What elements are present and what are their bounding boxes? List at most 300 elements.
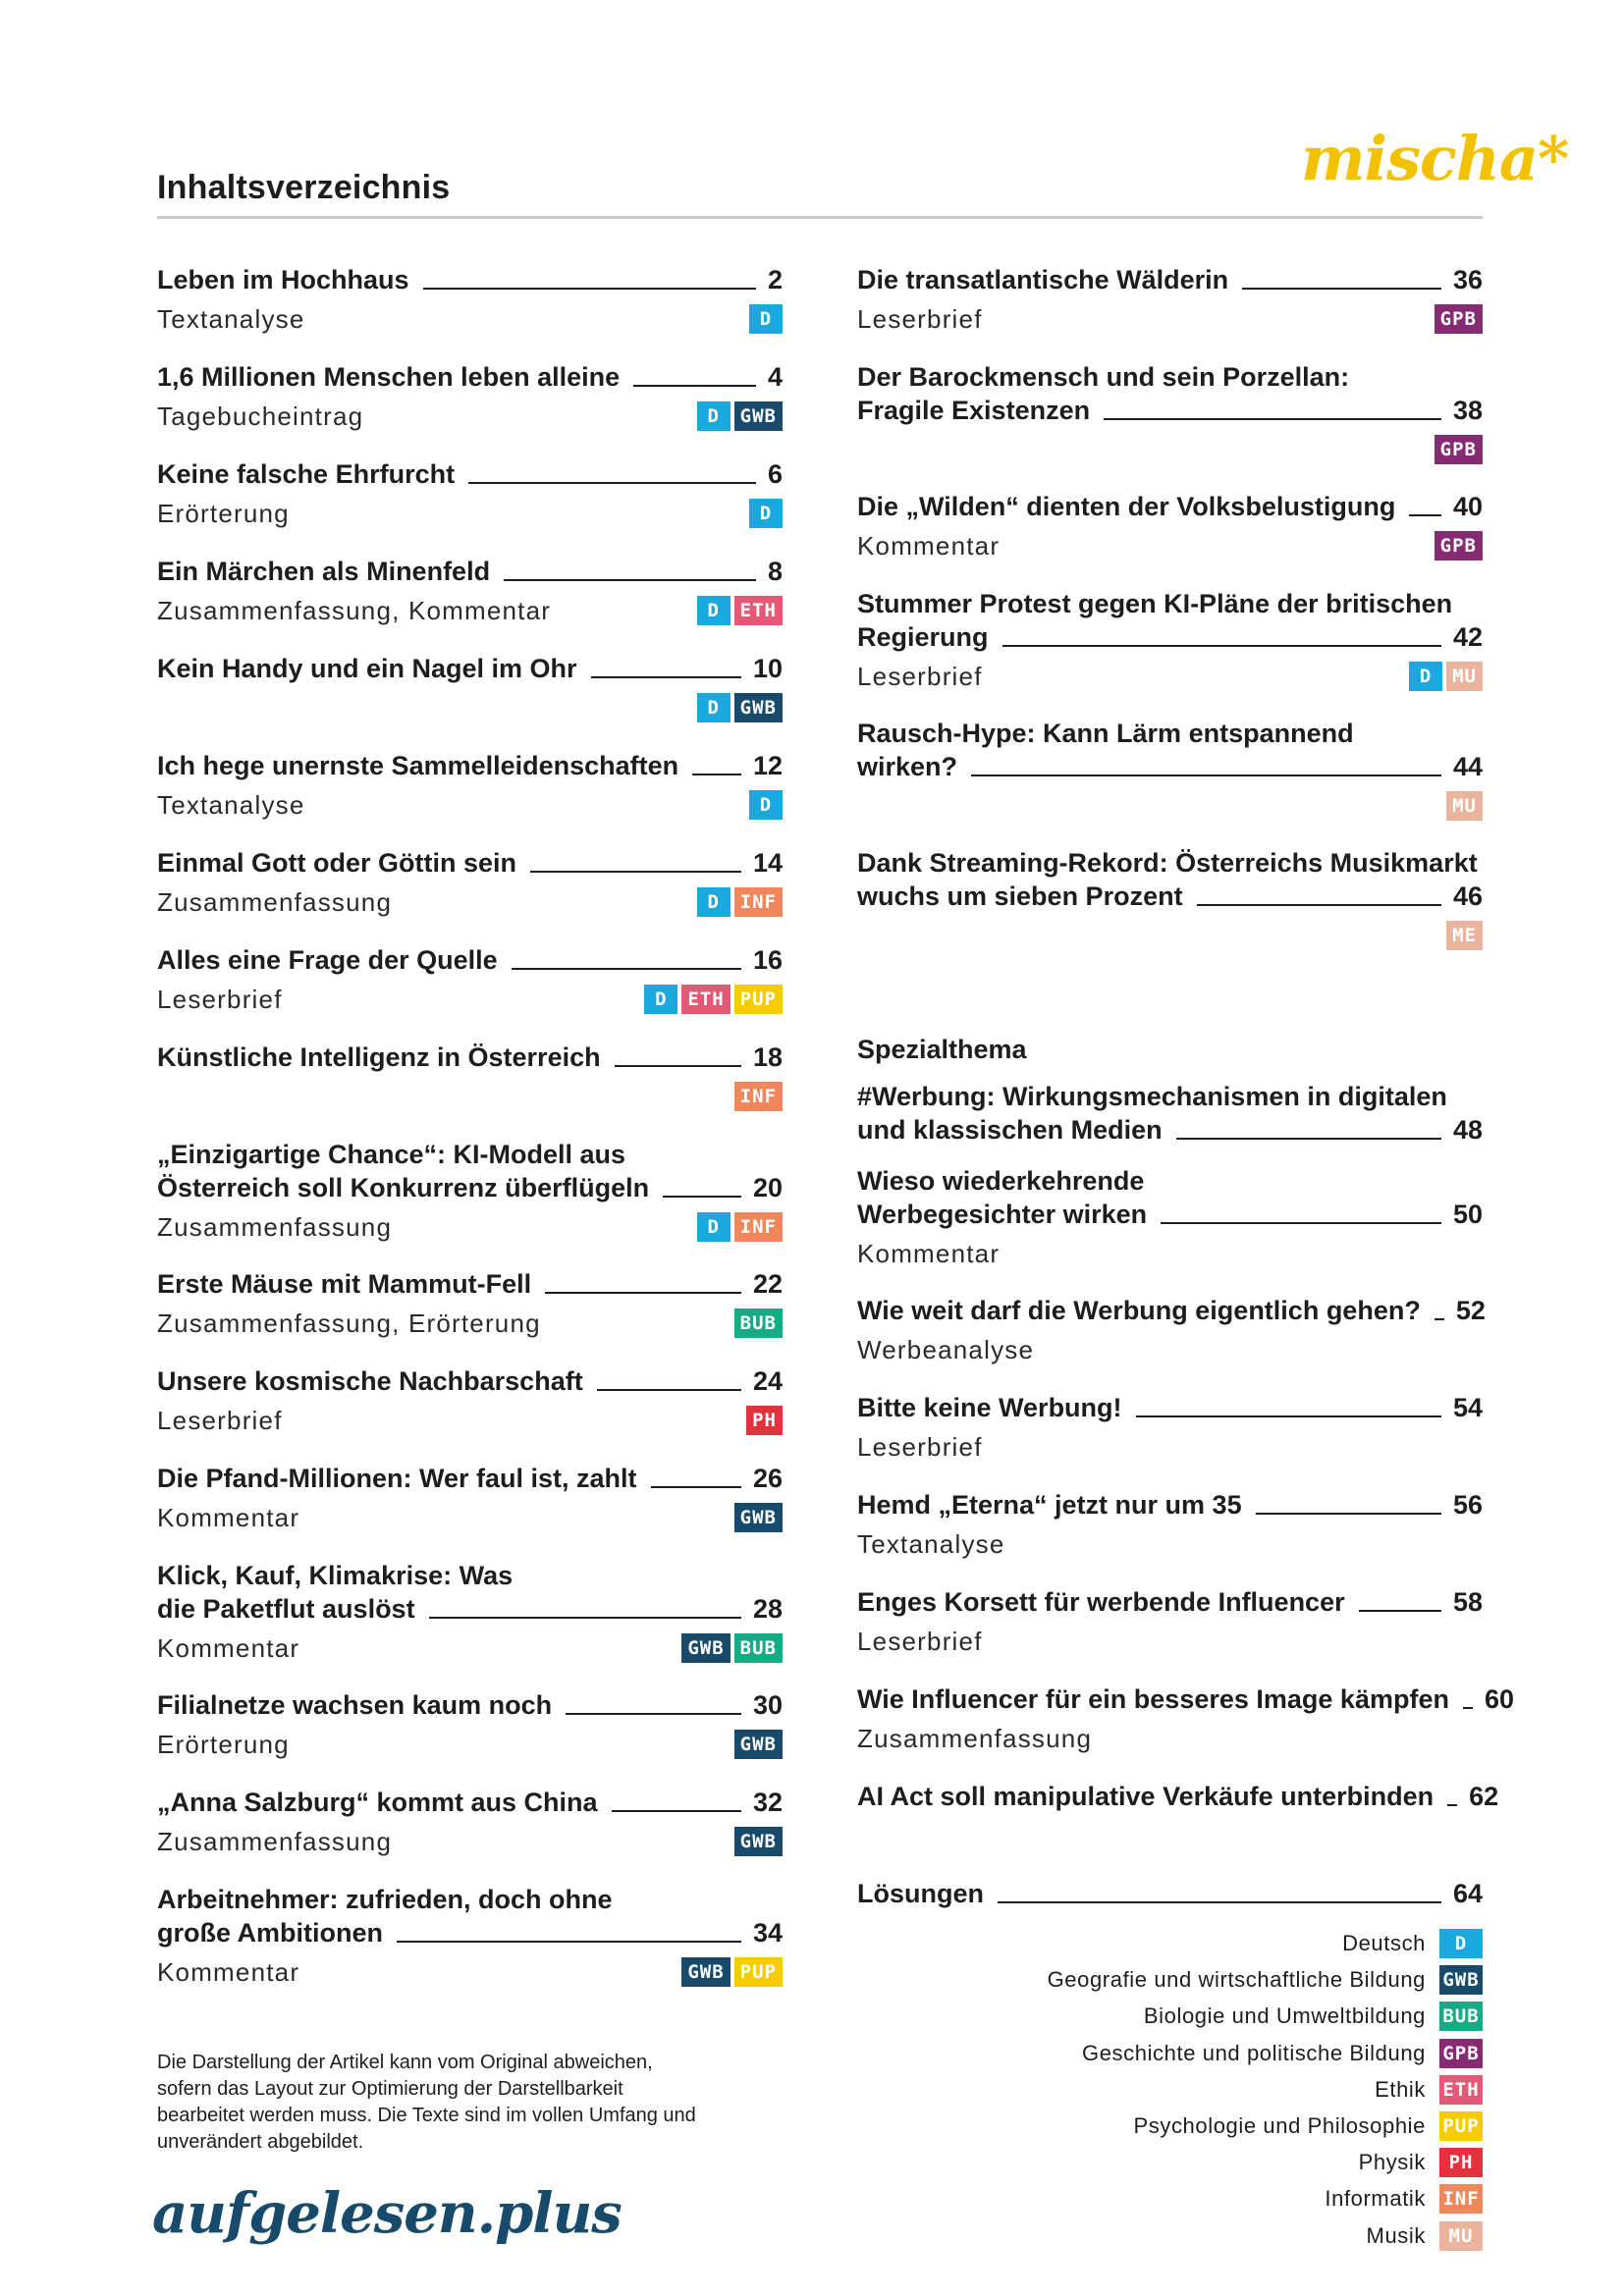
toc-entry-title: wirken? [857, 752, 958, 781]
subject-badge-inf: INF [734, 1212, 783, 1242]
toc-entry-title-line [857, 1080, 1483, 1113]
subject-badge-pup: PUP [1439, 2111, 1483, 2141]
page-number: 62 [1469, 1782, 1499, 1811]
toc-entry-title-line [857, 1877, 1483, 1910]
subject-badges [734, 1827, 783, 1856]
toc-entry-title-line [157, 457, 783, 491]
subject-badges [746, 1406, 783, 1435]
page-number: 2 [767, 265, 783, 294]
leader-line [1176, 1138, 1441, 1140]
toc-entry-title-line [857, 620, 1483, 654]
toc-entry-meta [157, 1305, 783, 1344]
legend-item [1325, 2184, 1483, 2214]
page-number: 6 [767, 459, 783, 489]
toc-entry-title-line [157, 1786, 783, 1819]
page-number: 38 [1452, 396, 1483, 425]
toc-entry[interactable] [157, 943, 783, 1020]
toc-entry[interactable] [157, 1041, 783, 1117]
toc-entry-title-line [857, 1780, 1499, 1813]
leader-line [530, 871, 741, 873]
toc-entry-meta [157, 1823, 783, 1862]
legend-label: Physik [1358, 2150, 1426, 2175]
toc-entry-title: Leben im Hochhaus [157, 265, 409, 294]
toc-entry-title: Künstliche Intelligenz in Österreich [157, 1042, 601, 1072]
subject-badge-mu: MU [1446, 791, 1483, 821]
toc-entry[interactable] [157, 749, 783, 826]
toc-entry-meta [857, 658, 1483, 697]
toc-entry[interactable] [157, 1883, 783, 1993]
leader-line [597, 1389, 741, 1391]
toc-entry-meta [857, 1235, 1483, 1274]
legend-label: Biologie und Umweltbildung [1143, 2003, 1426, 2029]
toc-entry-meta [857, 431, 1483, 470]
page-number: 32 [752, 1788, 783, 1817]
subject-badge-d: D [1409, 662, 1442, 691]
disclaimer-text: Die Darstellung der Artikel kann vom Original abweichen, sofern das Layout zur Optimierung der Darstellbarkeit bearbeitet werden muss. Die Texte sind im vollen Umfang und unverändert abgebildet. [157, 2052, 696, 2153]
text-type-label: Erörterung [157, 499, 290, 528]
toc-entry[interactable] [157, 263, 783, 340]
subject-badges [697, 693, 783, 722]
leader-line [504, 579, 756, 581]
toc-entry[interactable] [857, 1682, 1515, 1759]
subject-badge-gwb: GWB [1439, 1965, 1483, 1995]
subject-badges [749, 304, 783, 334]
text-type-label: Zusammenfassung [857, 1724, 1093, 1753]
toc-entry-title-line [857, 1294, 1486, 1327]
legend-label: Geografie und wirtschaftliche Bildung [1047, 1967, 1426, 1993]
toc-entry[interactable] [157, 1364, 783, 1441]
toc-entry-title: #Werbung: Wirkungsmechanismen in digitalen [857, 1082, 1447, 1111]
leader-line [566, 1713, 741, 1715]
leader-line [423, 288, 756, 290]
toc-entry-meta [157, 1499, 783, 1538]
subject-badges [697, 401, 783, 431]
toc-entry[interactable] [157, 457, 783, 534]
leader-line [1161, 1222, 1441, 1224]
subject-badge-gwb: GWB [734, 1503, 783, 1532]
toc-entry-title: Keine falsche Ehrfurcht [157, 459, 456, 489]
text-type-label: Leserbrief [857, 1627, 983, 1656]
toc-entry-title-line [857, 1164, 1483, 1198]
subject-badge-mu: MU [1439, 2221, 1483, 2251]
toc-entry[interactable] [857, 587, 1483, 697]
toc-entry-title-line [157, 1138, 783, 1171]
text-type-label: Kommentar [157, 1633, 300, 1663]
toc-entry[interactable] [157, 1786, 783, 1862]
footer-logo: aufgelesen.plus [152, 2181, 622, 2246]
toc-entry-title: Kein Handy und ein Nagel im Ohr [157, 654, 577, 683]
toc-entry[interactable] [157, 555, 783, 631]
toc-entry-title: Wieso wiederkehrende [857, 1166, 1145, 1196]
legend-label: Ethik [1375, 2076, 1426, 2102]
toc-entry-title: Enges Korsett für werbende Influencer [857, 1587, 1345, 1617]
page-title: Inhaltsverzeichnis [157, 169, 451, 206]
subject-badges [1435, 435, 1483, 464]
subject-badge-d: D [644, 985, 677, 1014]
toc-entry-title: wuchs um sieben Prozent [857, 881, 1183, 911]
subject-badge-gwb: GWB [734, 693, 783, 722]
text-type-label: Leserbrief [157, 1406, 283, 1435]
page-number: 8 [767, 557, 783, 586]
subject-badge-inf: INF [734, 1082, 783, 1111]
leader-line [545, 1292, 741, 1294]
legend-label: Geschichte und politische Bildung [1081, 2040, 1426, 2065]
toc-entry-title-line [857, 1198, 1483, 1231]
toc-entry[interactable] [157, 1267, 783, 1344]
text-type-label: Werbeanalyse [857, 1335, 1035, 1364]
toc-entry-title-line [157, 360, 783, 394]
subject-badge-gpb: GPB [1435, 304, 1483, 334]
text-type-label: Zusammenfassung, Erörterung [157, 1308, 541, 1338]
toc-entry-title-line [857, 1113, 1483, 1147]
leader-line [1435, 1318, 1444, 1320]
page-number: 16 [752, 945, 783, 975]
subject-badges [644, 985, 783, 1014]
toc-entry-title: Klick, Kauf, Klimakrise: Was [157, 1561, 514, 1590]
toc-entry[interactable] [857, 1488, 1483, 1565]
page-number: 46 [1452, 881, 1483, 911]
page-number: 36 [1452, 265, 1483, 294]
legend-item [1082, 2039, 1483, 2068]
toc-entry-title: Dank Streaming-Rekord: Österreichs Musikmarkt [857, 848, 1478, 878]
text-type-label: Kommentar [157, 1503, 300, 1532]
legend-item [1133, 2111, 1483, 2141]
toc-entry-title: AI Act soll manipulative Verkäufe unterbinden [857, 1782, 1435, 1811]
text-type-label: Leserbrief [857, 1432, 983, 1462]
page-number: 60 [1484, 1684, 1515, 1714]
toc-entry-meta [157, 786, 783, 826]
page-number: 44 [1452, 752, 1483, 781]
toc-entry-title-line [157, 555, 783, 588]
subject-badge-gpb: GPB [1435, 531, 1483, 561]
page-number: 50 [1452, 1200, 1483, 1229]
subject-badge-bub: BUB [1439, 2002, 1483, 2031]
toc-entry-meta [857, 1720, 1483, 1759]
toc-entry[interactable] [157, 1138, 783, 1248]
toc-entry-title-line [857, 717, 1483, 750]
legend-label: Psychologie und Philosophie [1133, 2113, 1426, 2138]
toc-entry[interactable] [857, 1585, 1483, 1662]
toc-entry-title: Wie weit darf die Werbung eigentlich gehen? [857, 1296, 1421, 1325]
toc-entry[interactable] [857, 360, 1483, 470]
toc-entry-title-line [157, 1267, 783, 1301]
subject-badge-gwb: GWB [734, 401, 783, 431]
legend-label: Musik [1366, 2222, 1426, 2248]
subject-badges [749, 790, 783, 820]
toc-entry-title: Fragile Existenzen [857, 396, 1091, 425]
subject-badges [697, 1212, 783, 1242]
toc-entry-title-line [157, 943, 783, 977]
page-number: 30 [752, 1690, 783, 1720]
toc-entry-title: „Anna Salzburg“ kommt aus China [157, 1788, 598, 1817]
toc-entry-meta [157, 1078, 783, 1117]
text-type-label: Zusammenfassung [157, 1212, 393, 1242]
page-number: 40 [1452, 492, 1483, 521]
leader-line [1409, 514, 1441, 516]
subject-badge-inf: INF [734, 887, 783, 917]
legend-item [1342, 1929, 1483, 1958]
leader-line [1463, 1707, 1473, 1709]
toc-entry-title: Wie Influencer für ein besseres Image kämpfen [857, 1684, 1449, 1714]
subject-badge-pup: PUP [734, 985, 783, 1014]
page-number: 4 [767, 362, 783, 392]
toc-entry[interactable] [857, 846, 1483, 956]
subject-badges [734, 1308, 783, 1338]
text-type-label: Leserbrief [157, 985, 283, 1014]
subject-badge-d: D [1439, 1929, 1483, 1958]
page-number: 26 [752, 1464, 783, 1493]
toc-entry-title-line [857, 360, 1483, 394]
toc-entry-title: Regierung [857, 622, 989, 652]
leader-line [1242, 288, 1441, 290]
toc-entry-title-line [157, 1559, 783, 1592]
toc-entry[interactable] [857, 717, 1483, 827]
text-type-label: Kommentar [157, 1957, 300, 1987]
subject-badge-gwb: GWB [734, 1730, 783, 1759]
toc-entry[interactable] [857, 490, 1483, 566]
toc-entry-title-line [157, 1171, 783, 1204]
subject-badge-eth: ETH [734, 596, 783, 625]
text-type-label: Zusammenfassung [157, 887, 393, 917]
page-number: 22 [752, 1269, 783, 1299]
subject-badge-d: D [697, 596, 731, 625]
subject-badge-pup: PUP [734, 1957, 783, 1987]
page-number: 64 [1452, 1879, 1483, 1908]
leader-line [1197, 904, 1441, 906]
toc-entry-title-line [157, 846, 783, 880]
toc-entry-meta [857, 917, 1483, 956]
subject-badge-gwb: GWB [734, 1827, 783, 1856]
subject-badges [734, 1503, 783, 1532]
toc-entry-title: Arbeitnehmer: zufrieden, doch ohne [157, 1885, 613, 1914]
toc-entry-title: „Einzigartige Chance“: KI-Modell aus [157, 1140, 626, 1169]
toc-entry-title: Erste Mäuse mit Mammut-Fell [157, 1269, 532, 1299]
toc-entry-meta [157, 1402, 783, 1441]
toc-entry-title: 1,6 Millionen Menschen leben alleine [157, 362, 621, 392]
page-number: 52 [1455, 1296, 1486, 1325]
leader-line [971, 774, 1441, 776]
subject-badge-mu: MU [1446, 662, 1483, 691]
toc-entry-title-line [857, 263, 1483, 296]
toc-entry[interactable] [857, 1164, 1483, 1274]
toc-entry[interactable] [157, 1559, 783, 1669]
legend-item [1144, 2002, 1483, 2031]
toc-entry-meta [157, 495, 783, 534]
text-type-label: Leserbrief [857, 304, 983, 334]
subject-badges [697, 596, 783, 625]
toc-entry-meta [157, 1208, 783, 1248]
toc-entry-title: Österreich soll Konkurrenz überflügeln [157, 1173, 650, 1202]
subject-badge-gpb: GPB [1439, 2039, 1483, 2068]
leader-line [1359, 1610, 1441, 1612]
toc-entry[interactable] [857, 1294, 1486, 1370]
leader-line [1104, 418, 1441, 420]
leader-line [612, 1810, 741, 1812]
toc-entry-meta [157, 883, 783, 923]
page-number: 28 [752, 1594, 783, 1624]
subject-badges [734, 1730, 783, 1759]
toc-entry-title: Die transatlantische Wälderin [857, 265, 1229, 294]
toc-entry-title-line [857, 1682, 1515, 1716]
toc-entry-meta [857, 1525, 1483, 1565]
toc-entry-meta [857, 300, 1483, 340]
subject-badge-gwb: GWB [681, 1957, 730, 1987]
toc-entry-meta [157, 1953, 783, 1993]
subject-badge-d: D [697, 887, 731, 917]
toc-entry-title-line [857, 750, 1483, 783]
text-type-label: Kommentar [857, 531, 1001, 561]
text-type-label: Leserbrief [857, 662, 983, 691]
toc-entry-meta [157, 689, 783, 728]
subject-badges [1446, 791, 1483, 821]
toc-entry-title: Werbegesichter wirken [857, 1200, 1148, 1229]
toc-entry-meta [857, 787, 1483, 827]
toc-entry[interactable] [857, 1877, 1483, 1910]
subject-badge-d: D [697, 401, 731, 431]
leader-line [615, 1065, 741, 1067]
subject-badges [681, 1633, 783, 1663]
title-divider [157, 216, 1483, 219]
leader-line [633, 385, 756, 387]
toc-entry-title-line [157, 1883, 783, 1916]
subject-badges [749, 499, 783, 528]
toc-entry-meta [157, 592, 783, 631]
leader-line [1447, 1804, 1457, 1806]
subject-badge-eth: ETH [1439, 2075, 1483, 2105]
toc-entry[interactable] [857, 1391, 1483, 1468]
page-number: 54 [1452, 1393, 1483, 1422]
toc-entry-title-line [857, 880, 1483, 913]
page-number: 24 [752, 1366, 783, 1396]
toc-entry-meta [857, 1428, 1483, 1468]
page-number: 34 [752, 1918, 783, 1948]
toc-entry-title: Hemd „Eterna“ jetzt nur um 35 [857, 1490, 1242, 1520]
subject-badge-bub: BUB [734, 1308, 783, 1338]
toc-entry-title-line [857, 846, 1483, 880]
toc-entry-title-line [857, 1585, 1483, 1619]
toc-entry-meta [857, 527, 1483, 566]
leader-line [429, 1617, 741, 1619]
legend-item [1375, 2075, 1483, 2105]
leader-line [512, 968, 741, 970]
toc-entry-title: Alles eine Frage der Quelle [157, 945, 498, 975]
toc-entry-title: Einmal Gott oder Göttin sein [157, 848, 517, 878]
page-number: 20 [752, 1173, 783, 1202]
toc-entry-title: Filialnetze wachsen kaum noch [157, 1690, 553, 1720]
toc-entry-title-line [857, 490, 1483, 523]
toc-entry-title-line [157, 652, 783, 685]
toc-entry-title-line [857, 587, 1483, 620]
toc-entry-title: Rausch-Hype: Kann Lärm entspannend [857, 719, 1354, 748]
leader-line [651, 1486, 741, 1488]
text-type-label: Zusammenfassung [157, 1827, 393, 1856]
page-number: 42 [1452, 622, 1483, 652]
subject-badges [1409, 662, 1483, 691]
page-number: 18 [752, 1042, 783, 1072]
leader-line [1256, 1513, 1441, 1515]
subject-badge-eth: ETH [681, 985, 730, 1014]
legend-item [1048, 1965, 1483, 1995]
toc-entry-title-line [857, 1391, 1483, 1424]
toc-entry-title-line [157, 1592, 783, 1626]
subject-badge-inf: INF [1439, 2184, 1483, 2214]
toc-entry-title: Der Barockmensch und sein Porzellan: [857, 362, 1350, 392]
toc-entry-title: Stummer Protest gegen KI-Pläne der britischen [857, 589, 1453, 618]
section-heading-spezialthema: Spezialthema [857, 1035, 1027, 1064]
toc-entry-meta [157, 398, 783, 437]
toc-entry-title-line [157, 1462, 783, 1495]
toc-entry[interactable] [157, 846, 783, 923]
toc-entry[interactable] [157, 652, 783, 728]
page-number: 14 [752, 848, 783, 878]
toc-entry-meta [857, 1623, 1483, 1662]
leader-line [1002, 645, 1441, 647]
leader-line [663, 1196, 741, 1198]
subject-badges [1435, 531, 1483, 561]
toc-entry[interactable] [857, 1780, 1499, 1813]
toc-entry[interactable] [157, 1688, 783, 1765]
text-type-label: Tagebucheintrag [157, 401, 364, 431]
text-type-label: Kommentar [857, 1239, 1001, 1268]
subject-badges [697, 887, 783, 917]
page-number: 58 [1452, 1587, 1483, 1617]
subject-badge-bub: BUB [734, 1633, 783, 1663]
text-type-label: Textanalyse [157, 304, 305, 334]
text-type-label: Textanalyse [157, 790, 305, 820]
toc-entry[interactable] [157, 360, 783, 437]
subject-badge-me: ME [1446, 921, 1483, 950]
leader-line [468, 482, 756, 484]
text-type-label: Zusammenfassung, Kommentar [157, 596, 552, 625]
leader-line [998, 1901, 1441, 1903]
subject-badge-d: D [749, 790, 783, 820]
subject-badges [1435, 304, 1483, 334]
page-number: 12 [752, 751, 783, 780]
toc-entry-title: und klassischen Medien [857, 1115, 1163, 1145]
legend-label: Informatik [1325, 2186, 1426, 2212]
toc-entry-title: Die Pfand-Millionen: Wer faul ist, zahlt [157, 1464, 637, 1493]
toc-entry-title-line [157, 1364, 783, 1398]
subject-badges [1446, 921, 1483, 950]
subject-badges [734, 1082, 783, 1111]
toc-entry-title-line [857, 394, 1483, 427]
toc-entry[interactable] [157, 1462, 783, 1538]
toc-entry-title: Unsere kosmische Nachbarschaft [157, 1366, 583, 1396]
toc-entry-meta [857, 1331, 1483, 1370]
subject-badge-d: D [697, 1212, 731, 1242]
toc-entry-title-line [157, 1041, 783, 1074]
legend-label: Deutsch [1342, 1931, 1426, 1955]
toc-entry-title: Ein Märchen als Minenfeld [157, 557, 491, 586]
subject-badge-ph: PH [746, 1406, 783, 1435]
subject-badge-ph: PH [1439, 2148, 1483, 2177]
toc-entry[interactable] [857, 1080, 1483, 1147]
toc-entry-title-line [157, 263, 783, 296]
text-type-label: Textanalyse [857, 1529, 1005, 1559]
toc-entry-title-line [857, 1488, 1483, 1522]
toc-entry[interactable] [857, 263, 1483, 340]
toc-entry-title: Die „Wilden“ dienten der Volksbelustigung [857, 492, 1396, 521]
leader-line [591, 676, 741, 678]
toc-entry-title: Bitte keine Werbung! [857, 1393, 1122, 1422]
toc-entry-meta [157, 1726, 783, 1765]
toc-entry-meta [157, 300, 783, 340]
toc-entry-title: Lösungen [857, 1879, 984, 1908]
leader-line [692, 774, 741, 775]
toc-entry-title-line [157, 749, 783, 782]
text-type-label: Erörterung [157, 1730, 290, 1759]
subject-badge-gwb: GWB [681, 1633, 730, 1663]
